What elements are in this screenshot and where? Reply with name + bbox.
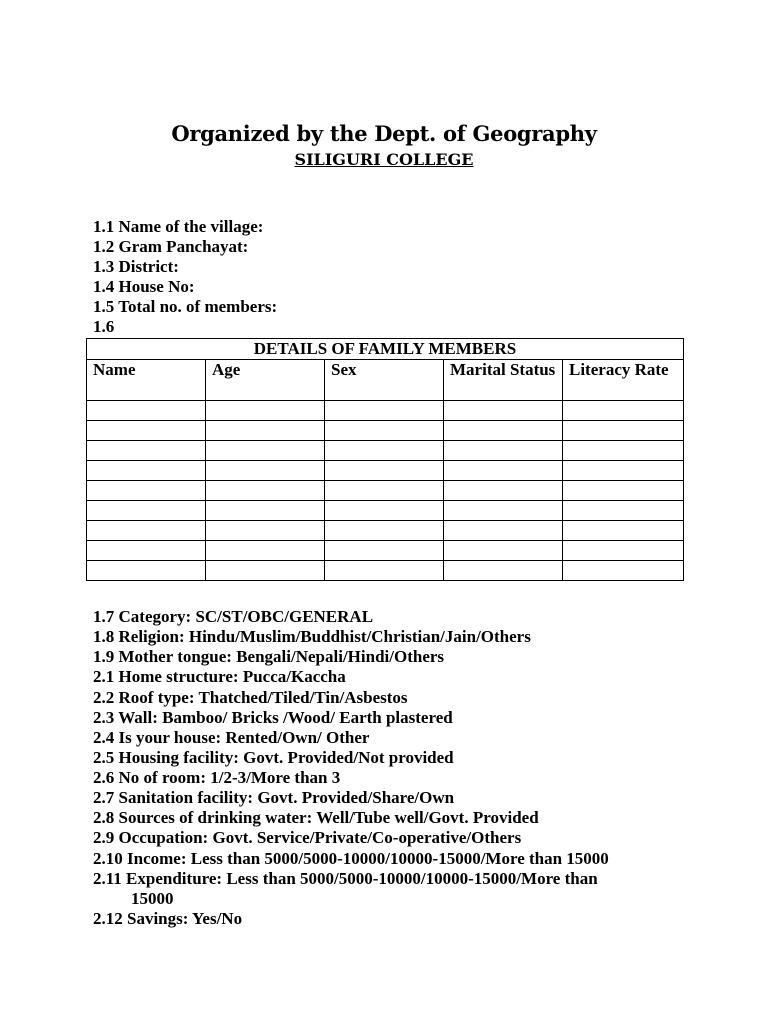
table-cell[interactable] — [206, 441, 325, 461]
column-header-name: Name — [87, 360, 206, 401]
table-cell[interactable] — [87, 441, 206, 461]
table-row — [87, 541, 684, 561]
table-cell[interactable] — [87, 421, 206, 441]
table-cell[interactable] — [325, 401, 444, 421]
question-home-structure: 2.1 Home structure: Pucca/Kaccha — [93, 667, 346, 686]
field-total-members: 1.5 Total no. of members: — [93, 297, 278, 316]
question-no-of-room: 2.6 No of room: 1/2-3/More than 3 — [93, 768, 341, 787]
column-header-literacy-rate: Literacy Rate — [563, 360, 684, 401]
table-cell[interactable] — [563, 561, 684, 581]
table-cell[interactable] — [563, 441, 684, 461]
table-row — [87, 421, 684, 441]
table-cell[interactable] — [206, 541, 325, 561]
table-cell[interactable] — [325, 461, 444, 481]
table-cell[interactable] — [444, 421, 563, 441]
question-occupation: 2.9 Occupation: Govt. Service/Private/Co-operative/Others — [93, 828, 522, 847]
table-cell[interactable] — [325, 561, 444, 581]
table-cell[interactable] — [444, 561, 563, 581]
table-cell[interactable] — [206, 501, 325, 521]
question-sanitation: 2.7 Sanitation facility: Govt. Provided/Share/Own — [93, 788, 455, 807]
field-gram-panchayat: 1.2 Gram Panchayat: — [93, 237, 249, 256]
column-header-sex: Sex — [325, 360, 444, 401]
table-cell[interactable] — [87, 541, 206, 561]
table-cell[interactable] — [444, 461, 563, 481]
question-expenditure — [93, 869, 598, 909]
table-cell[interactable] — [563, 401, 684, 421]
table-row — [87, 441, 684, 461]
table-caption-row — [87, 339, 684, 360]
question-housing-facility: 2.5 Housing facility: Govt. Provided/Not provided — [93, 748, 454, 767]
table-caption: DETAILS OF FAMILY MEMBERS — [87, 339, 684, 360]
field-district: 1.3 District: — [93, 257, 179, 276]
family-members-table — [86, 338, 684, 581]
table-row — [87, 401, 684, 421]
table-cell[interactable] — [206, 421, 325, 441]
table-row — [87, 521, 684, 541]
table-row — [87, 481, 684, 501]
question-religion: 1.8 Religion: Hindu/Muslim/Buddhist/Christian/Jain/Others — [93, 627, 531, 646]
table-cell[interactable] — [444, 541, 563, 561]
table-cell[interactable] — [325, 501, 444, 521]
table-cell[interactable] — [206, 401, 325, 421]
table-cell[interactable] — [563, 541, 684, 561]
field-village-name: 1.1 Name of the village: — [93, 217, 264, 236]
table-header-row — [87, 360, 684, 401]
question-roof-type: 2.2 Roof type: Thatched/Tiled/Tin/Asbestos — [93, 688, 408, 707]
table-cell[interactable] — [325, 421, 444, 441]
table-cell[interactable] — [563, 521, 684, 541]
table-cell[interactable] — [444, 481, 563, 501]
question-drinking-water: 2.8 Sources of drinking water: Well/Tube well/Govt. Provided — [93, 808, 539, 827]
question-mother-tongue: 1.9 Mother tongue: Bengali/Nepali/Hindi/Others — [93, 647, 445, 666]
table-cell[interactable] — [563, 421, 684, 441]
question-house-ownership: 2.4 Is your house: Rented/Own/ Other — [93, 728, 370, 747]
field-house-no: 1.4 House No: — [93, 277, 195, 296]
question-savings: 2.12 Savings: Yes/No — [93, 909, 243, 928]
column-header-marital-status: Marital Status — [444, 360, 563, 401]
question-category: 1.7 Category: SC/ST/OBC/GENERAL — [93, 607, 374, 626]
field-1-6: 1.6 — [93, 317, 115, 336]
table-cell[interactable] — [325, 541, 444, 561]
table-cell[interactable] — [325, 441, 444, 461]
question-income: 2.10 Income: Less than 5000/5000-10000/10000-15000/More than 15000 — [93, 849, 609, 868]
table-cell[interactable] — [325, 521, 444, 541]
table-cell[interactable] — [444, 521, 563, 541]
table-cell[interactable] — [87, 521, 206, 541]
table-row — [87, 501, 684, 521]
question-expenditure-continuation: 15000 — [131, 889, 174, 908]
table-cell[interactable] — [87, 481, 206, 501]
table-cell[interactable] — [206, 521, 325, 541]
table-cell[interactable] — [87, 401, 206, 421]
table-cell[interactable] — [444, 401, 563, 421]
table-cell[interactable] — [206, 461, 325, 481]
table-cell[interactable] — [444, 441, 563, 461]
table-row — [87, 461, 684, 481]
question-expenditure-text: 2.11 Expenditure: Less than 5000/5000-10000/10000-15000/More than — [93, 869, 598, 888]
page-title: Organized by the Dept. of Geography — [171, 121, 597, 146]
table-cell[interactable] — [87, 501, 206, 521]
table-cell[interactable] — [444, 501, 563, 521]
table-cell[interactable] — [87, 561, 206, 581]
table-cell[interactable] — [87, 461, 206, 481]
table-cell[interactable] — [563, 481, 684, 501]
college-name: SILIGURI COLLEGE — [294, 150, 474, 169]
table-cell[interactable] — [206, 561, 325, 581]
table-cell[interactable] — [563, 461, 684, 481]
column-header-age: Age — [206, 360, 325, 401]
table-cell[interactable] — [325, 481, 444, 501]
table-row — [87, 561, 684, 581]
question-wall: 2.3 Wall: Bamboo/ Bricks /Wood/ Earth plastered — [93, 708, 453, 727]
table-cell[interactable] — [563, 501, 684, 521]
table-cell[interactable] — [206, 481, 325, 501]
